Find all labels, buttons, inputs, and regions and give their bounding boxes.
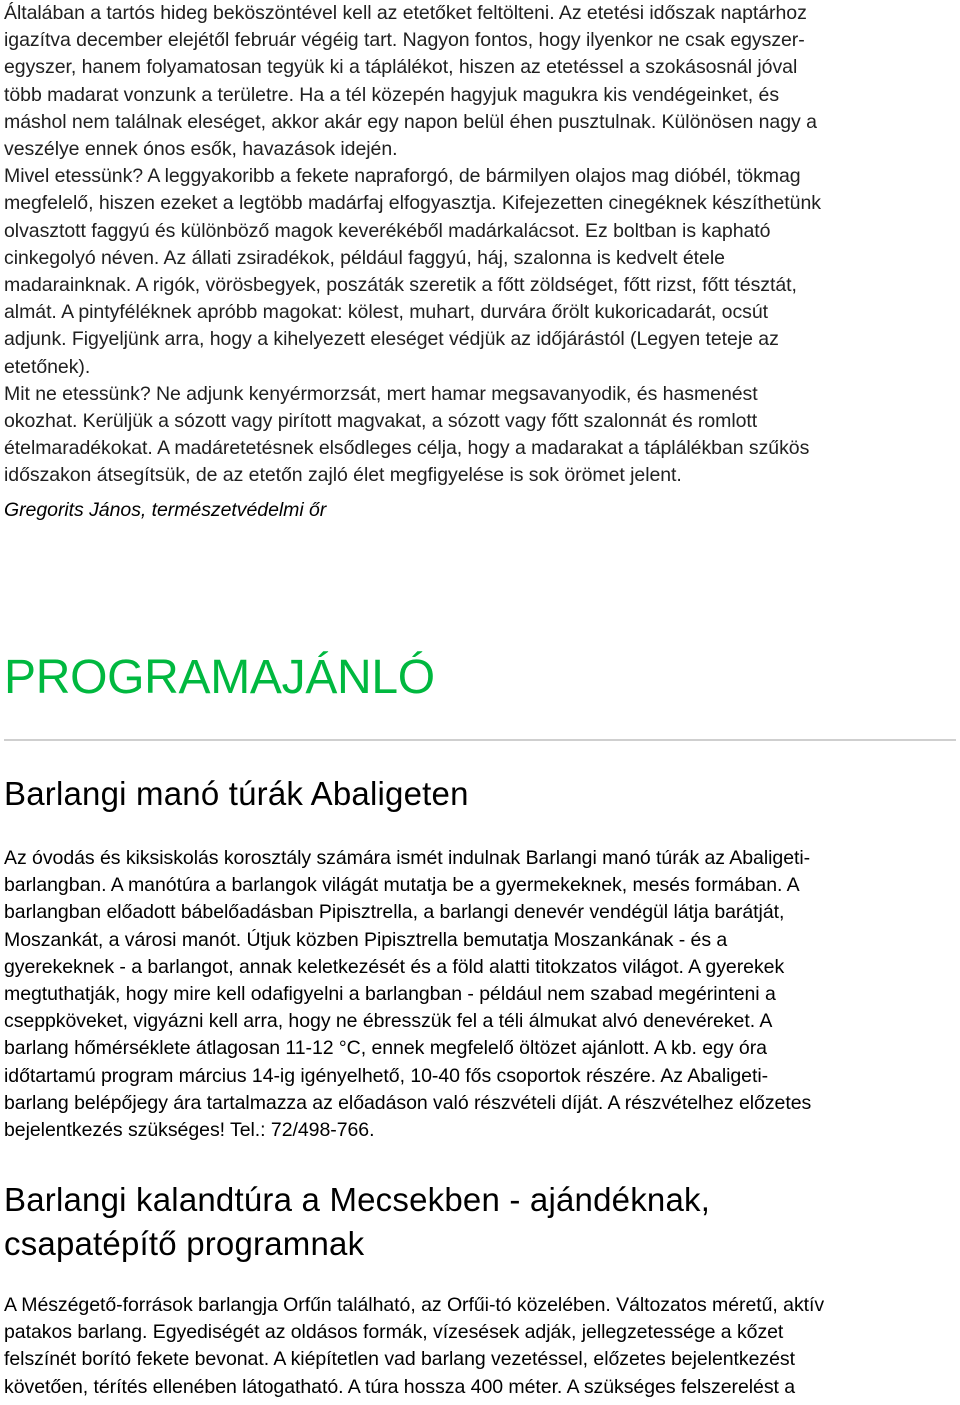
section-heading-wrapper (4, 650, 942, 706)
program-text-mecsek: A Mészégető-források barlangja Orfűn található, az Orfűi-tó közelében. Változatos méretű, aktív patakos barlang. Egyediségét az oldásos formák, vízesések adják, jellegzetessége a kőzet felszínét borító fekete bevonat. A kiépítetlen vad barlang vezetéssel, előzetes bejelentkezést követően, térítés ellenében látogatható. A túra hossza 400 méter. A szükséges felszerelést a (4, 1294, 825, 1398)
section-title-programajanlo: PROGRAMAJÁNLÓ (4, 651, 435, 704)
program-1-heading-wrapper (4, 772, 942, 816)
article-author: Gregorits János, természetvédelmi őr (4, 499, 327, 521)
program-2-body-wrapper (4, 1292, 942, 1401)
section-divider (4, 739, 956, 741)
bird-feeding-paragraph: Általában a tartós hideg beköszöntével kell az etetőket feltölteni. Az etetési időszak naptárhoz igazítva december elejétől február végéig tart. Nagyon fontos, hogy ilyenkor ne csak egyszer- egyszer, hanem folyamatosan tegyük ki a táplálékot, hiszen az etetéssel a szokásosnál jóval több madarat vonzunk a területre. Ha a tél közepén hagyjuk magukra kis vendégeinket, és máshol nem találnak eleséget, akkor akár egy napon belül éhen pusztulnak. Különösen nagy a veszélye ennek ónos esők, havazások idején. Mivel etessünk? A leggyakoribb a fekete napraforgó, de bármilyen olajos mag dióbél, tökmag megfelelő, hiszen ezeket a legtöbb madárfaj elfogyasztja. Kifejezetten cinegéknek készíthetünk olvasztott faggyú és különböző magok keverékéből madárkalácsot. Ez boltban is kapható cinkegolyó néven. Az állati zsiradékok, például faggyú, háj, szalonna is kedvelt étele madarainknak. A rigók, vörösbegyek, poszáták szeretik a főtt zöldséget, főtt rizst, főtt tésztát, almát. A pintyféléknek apróbb magokat: kölest, muhart, durvára őrölt kukoricadarát, ocsút adjunk. Figyeljünk arra, hogy a kihelyezett eleséget védjük az időjárástól (Legyen teteje az etetőnek). Mit ne etessünk? Ne adjunk kenyérmorzsát, mert hamar megsavanyodik, és hasmenést okozhat. Kerüljük a sózott vagy pirított magvakat, a sózott vagy főtt szalonnát és romlott ételmaradékokat. A madáretetésnek elsődleges célja, hogy a madarakat a táplálékban szűkös időszakon átsegítsük, de az etetőn zajló élet megfigyelése is sok örömet jelent. (4, 2, 821, 487)
program-2-heading-wrapper (4, 1178, 942, 1266)
program-1-body-wrapper (4, 845, 942, 1144)
program-text-abaliget: Az óvodás és kiksiskolás korosztály számára ismét indulnak Barlangi manó túrák az Abaligeti- barlangban. A manótúra a barlangok világát mutatja be a gyermekeknek, mesés formában. A barlangban előadott bábelőadásban Pipisztrella, a barlangi denevér vendégül látja barátját, Moszankát, a városi manót. Útjuk közben Pipisztrella bemutatja Moszankának - és a gyerekeknek - a barlangot, annak keletkezését és a föld alatti titokzatos világot. A gyerekek megtuthatják, hogy mire kell odafigyelni a barlangban - például nem szabad megérinteni a cseppköveket, vigyázni kell arra, hogy ne ébresszük fel a téli álmukat alvó denevéreket. A barlang hőmérséklete átlagosan 11-12 °C, ennek megfelelő öltözet ajánlott. A kb. egy óra időtartamú program március 14-ig igényelhető, 10-40 fős csoportok részére. Az Abaligeti- barlang belépőjegy ára tartalmazza az előadáson való részvételi díját. A részvételhez előzetes bejelentkezés szükséges! Tel.: 72/498-766. (4, 847, 812, 1142)
program-title-abaliget: Barlangi manó túrák Abaligeten (4, 775, 469, 812)
author-line-wrapper (4, 497, 942, 524)
program-title-mecsek: Barlangi kalandtúra a Mecsekben - ajándéknak, csapatépítő programnak (4, 1181, 711, 1262)
article-section (4, 0, 942, 490)
